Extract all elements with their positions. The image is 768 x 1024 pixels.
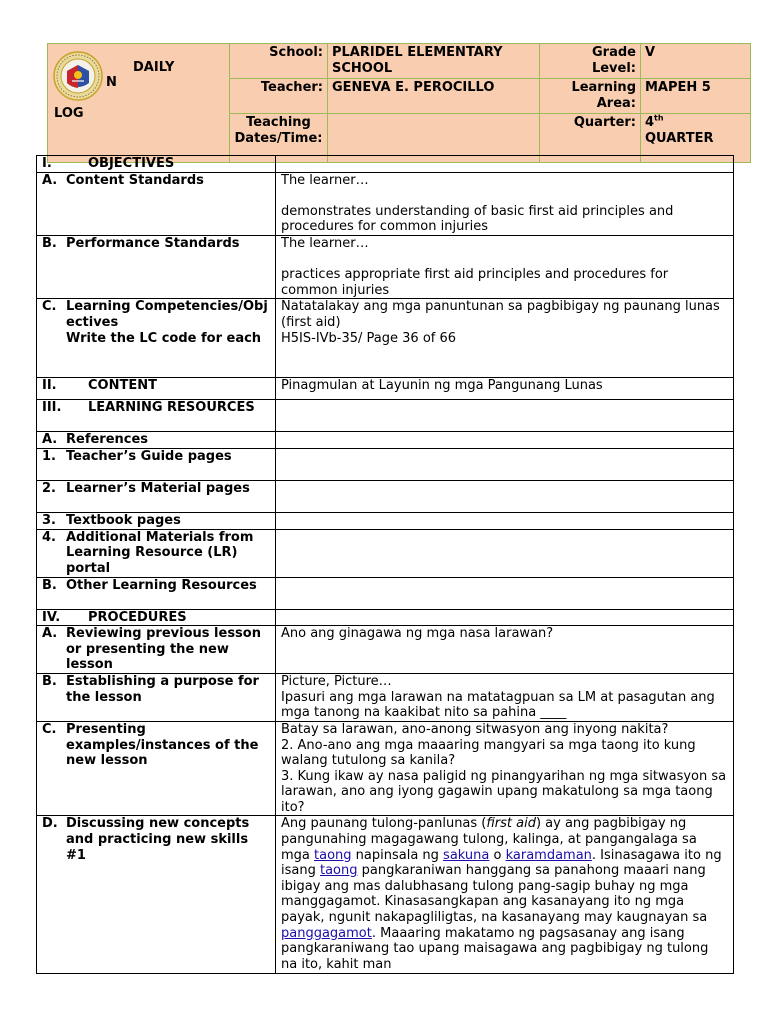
row-number: B. bbox=[42, 235, 57, 251]
text-line bbox=[281, 188, 727, 204]
school-label: School: bbox=[230, 44, 328, 79]
objectives-value bbox=[276, 156, 734, 173]
row-number: B. bbox=[42, 674, 57, 690]
text-line: demonstrates understanding of basic first aid principles and procedures for common injuries bbox=[281, 203, 674, 235]
reviewing-value: Ano ang ginagawa ng mga nasa larawan? bbox=[276, 626, 734, 674]
text-line: The learner… bbox=[281, 172, 369, 188]
text-segment: pangkaraniwan hanggang sa panahong maaari nang ibigay ang mas dalubhasang tulong pang-sagip buhay ng mga manggagamot. Kinasasangkapan ang kasanayang ito ng mga payak, ngunit nakapagliligtas, na kasanayang may kaugnayan sa bbox=[281, 863, 708, 926]
performance-standards-label: Performance Standards bbox=[66, 235, 240, 251]
references-value bbox=[276, 432, 734, 449]
link-taong[interactable]: taong bbox=[314, 847, 352, 863]
learners-material-label: Learner’s Material pages bbox=[66, 480, 250, 496]
row-number: 2. bbox=[42, 480, 56, 496]
table-row bbox=[37, 609, 734, 626]
text-line: 3. Kung ikaw ay nasa paligid ng pinangyarihan ng mga sitwasyon sa larawan, ano ang iyong gagawin upang makatulong sa mga taong ito? bbox=[281, 768, 727, 815]
text-segment: o bbox=[489, 847, 506, 863]
link-taong-2[interactable]: taong bbox=[319, 863, 358, 879]
table-row bbox=[37, 674, 734, 722]
table-row bbox=[37, 626, 734, 674]
text-line: Picture, Picture… bbox=[281, 674, 392, 690]
presenting-value bbox=[276, 721, 734, 816]
table-row bbox=[37, 448, 734, 480]
procedures-label: PROCEDURES bbox=[88, 609, 187, 625]
row-number: IV. bbox=[42, 609, 61, 625]
header-table bbox=[47, 43, 751, 163]
text-emphasis: first aid bbox=[486, 816, 536, 832]
table-row bbox=[37, 480, 734, 512]
table-row bbox=[37, 721, 734, 816]
purpose-value bbox=[276, 674, 734, 722]
competencies-label: Learning Competencies/Objectives bbox=[66, 299, 268, 330]
objectives-label: OBJECTIVES bbox=[88, 156, 175, 171]
text-segment: napinsala ng bbox=[351, 847, 444, 863]
link-karamdaman[interactable]: karamdaman bbox=[505, 847, 592, 863]
content-standards-value bbox=[276, 172, 734, 235]
learning-area-label: Learning Area: bbox=[540, 79, 641, 114]
presenting-label: Presenting examples/instances of the new lesson bbox=[66, 721, 259, 769]
table-row bbox=[37, 432, 734, 449]
row-number: A. bbox=[42, 432, 58, 448]
row-number: D. bbox=[42, 816, 58, 832]
other-resources-value bbox=[276, 577, 734, 609]
quarter-label: Quarter: bbox=[540, 114, 641, 163]
school-value: PLARIDEL ELEMENTARY SCHOOL bbox=[328, 44, 540, 79]
content-value: Pinagmulan at Layunin ng mga Pangunang Lunas bbox=[276, 378, 734, 400]
other-resources-label: Other Learning Resources bbox=[66, 577, 257, 593]
text-line: H5IS-IVb-35/ Page 36 of 66 bbox=[281, 330, 457, 346]
row-number: C. bbox=[42, 721, 57, 737]
row-number: 1. bbox=[42, 448, 56, 464]
text-segment: . Isinasagawa ito ng isang bbox=[281, 847, 722, 879]
purpose-label: Establishing a purpose for the lesson bbox=[66, 674, 259, 705]
row-number: III. bbox=[42, 400, 62, 416]
content-standards-label: Content Standards bbox=[66, 172, 204, 188]
quarter-suffix: th bbox=[654, 113, 664, 123]
table-row bbox=[37, 400, 734, 432]
quarter-word: QUARTER bbox=[645, 131, 714, 146]
dates-label: Teaching Dates/Time: bbox=[230, 114, 328, 163]
lesson-log-table bbox=[36, 155, 734, 974]
procedures-value bbox=[276, 609, 734, 626]
table-row bbox=[37, 577, 734, 609]
additional-materials-label: Additional Materials from Learning Resource (LR) portal bbox=[66, 529, 254, 576]
teachers-guide-value bbox=[276, 448, 734, 480]
learning-area-value: MAPEH 5 bbox=[641, 79, 751, 114]
table-row bbox=[37, 235, 734, 298]
teacher-label: Teacher: bbox=[230, 79, 328, 114]
text-segment: ) ay ang pagbibigay ng pangunahing magagawang tulong, kalinga, at pangangalaga sa mga bbox=[281, 816, 697, 863]
row-number: C. bbox=[42, 299, 57, 315]
table-row bbox=[37, 156, 734, 173]
textbook-label: Textbook pages bbox=[66, 512, 181, 528]
performance-standards-value bbox=[276, 235, 734, 298]
row-number: A. bbox=[42, 626, 58, 642]
dll-title-n: N bbox=[106, 75, 117, 90]
row-number: II. bbox=[42, 378, 57, 394]
competencies-label-2: Write the LC code for each bbox=[66, 330, 262, 346]
discussing-label: Discussing new concepts and practicing new skills #1 bbox=[66, 816, 250, 863]
text-line: The learner… bbox=[281, 235, 369, 251]
table-row bbox=[37, 529, 734, 577]
row-number: 3. bbox=[42, 512, 56, 528]
text-segment: . Maaaring makatamo ng pagsasanay ang isang pangkaraniwang tao upang maisagawa ang pagbibigay ng tulong na ito, kahit man bbox=[281, 925, 709, 972]
text-line: Ipasuri ang mga larawan na matatagpuan sa LM at pasagutan ang mga tanong na kaakibat nito sa pahina ____ bbox=[281, 689, 715, 721]
table-row bbox=[37, 172, 734, 235]
row-number: B. bbox=[42, 577, 57, 593]
discussing-value bbox=[276, 816, 734, 974]
text-line: 2. Ano-ano ang mga maaaring mangyari sa mga taong ito kung walang tutulong sa kanila? bbox=[281, 737, 696, 769]
additional-materials-value bbox=[276, 529, 734, 577]
table-row bbox=[37, 512, 734, 529]
link-sakuna[interactable]: sakuna bbox=[443, 847, 490, 863]
row-number: 4. bbox=[42, 529, 56, 545]
text-segment: Ang paunang tulong-panlunas ( bbox=[281, 816, 487, 832]
text-line bbox=[281, 252, 727, 268]
row-number: I. bbox=[42, 156, 52, 171]
teachers-guide-label: Teacher’s Guide pages bbox=[66, 448, 232, 464]
text-line: practices appropriate first aid principles and procedures for common injuries bbox=[281, 267, 669, 298]
learning-resources-value bbox=[276, 400, 734, 432]
competencies-value bbox=[276, 299, 734, 378]
table-row bbox=[37, 816, 734, 974]
teacher-value: GENEVA E. PEROCILLO bbox=[328, 79, 540, 114]
table-row bbox=[37, 299, 734, 378]
textbook-value bbox=[276, 512, 734, 529]
grade-value: V bbox=[641, 44, 751, 79]
quarter-number: 4 bbox=[645, 115, 655, 130]
row-number: A. bbox=[42, 172, 58, 188]
content-label: CONTENT bbox=[88, 378, 157, 394]
text-line: Batay sa larawan, ano-anong sitwasyon ang inyong nakita? bbox=[281, 721, 669, 737]
link-panggagamot[interactable]: panggagamot bbox=[281, 925, 372, 941]
learners-material-value bbox=[276, 480, 734, 512]
grade-label: Grade Level: bbox=[540, 44, 641, 79]
table-row bbox=[37, 378, 734, 400]
dll-title-log: LOG bbox=[54, 106, 84, 121]
deped-seal-icon bbox=[53, 51, 103, 101]
logo-cell bbox=[48, 44, 230, 163]
dll-title-daily: DAILY bbox=[133, 60, 175, 75]
text-line: Natatalakay ang mga panuntunan sa pagbibigay ng paunang lunas (first aid) bbox=[281, 299, 720, 330]
reviewing-label: Reviewing previous lesson or presenting the new lesson bbox=[66, 626, 261, 673]
references-label: References bbox=[66, 432, 149, 448]
learning-resources-label: LEARNING RESOURCES bbox=[88, 400, 255, 416]
